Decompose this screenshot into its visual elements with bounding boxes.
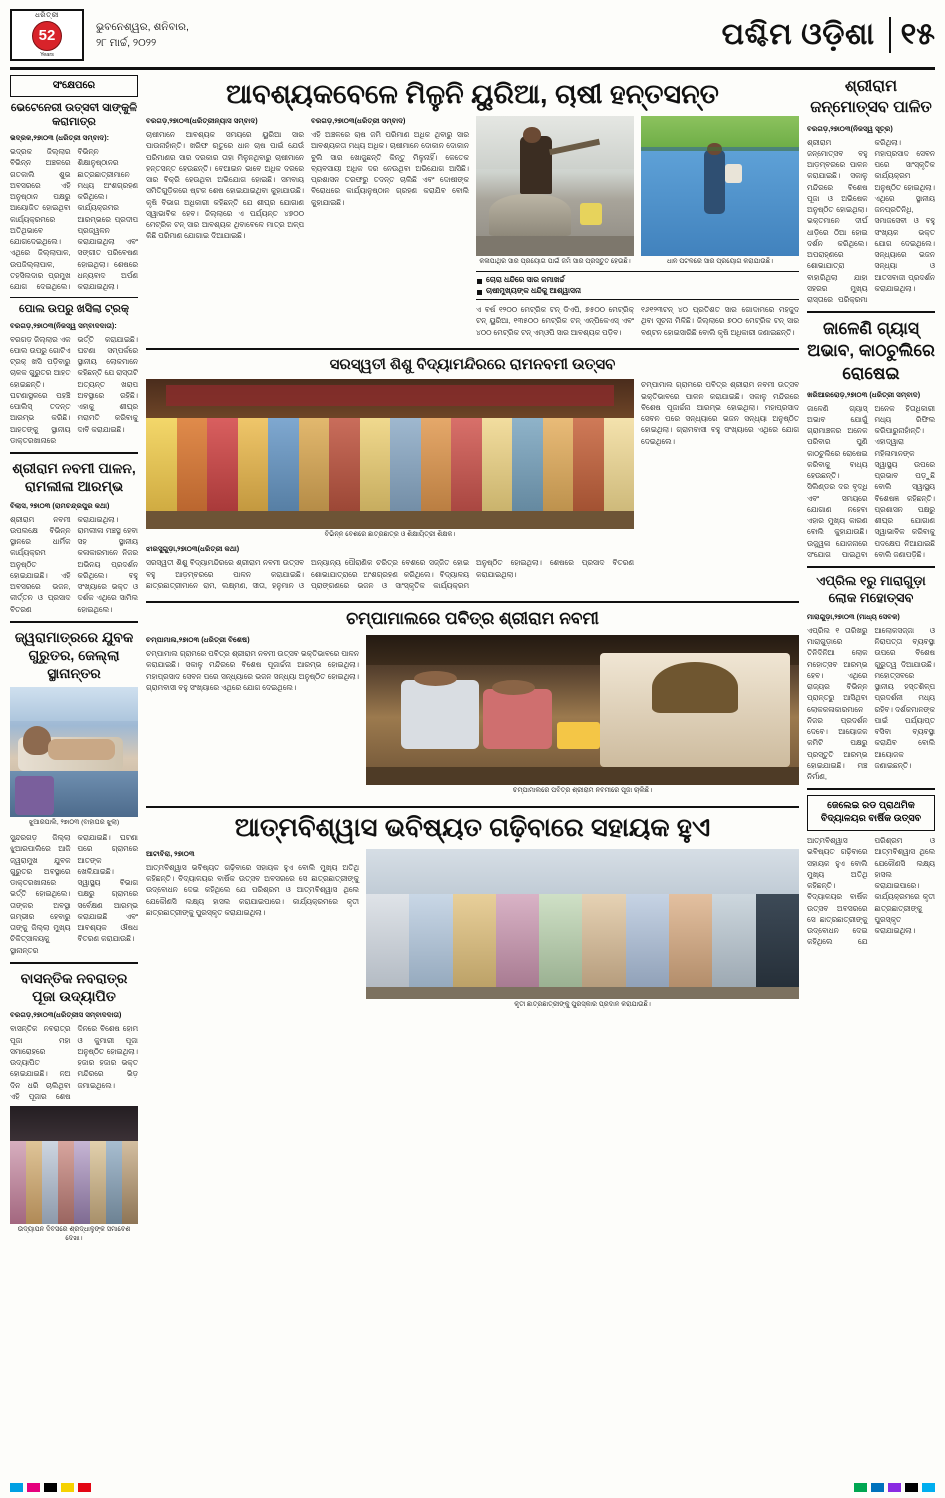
bullet-square-icon — [477, 290, 482, 295]
left-sec2-body: ବରଗଡ଼ ଜିଲ୍ଲାର ଏକ ପୋଲ ଉପରୁ ଗୋଟିଏ ଟ୍ରକ୍ ଖସି ପଡ଼ିବାରୁ ଚାଳକ ଗୁରୁତର ଆହତ ହୋଇଛନ୍ତି। ଘଟଣାସ୍ଥଳରେ ପହଞ୍ଚି ପୋଲିସ୍ ତଦନ୍ତ ଆରମ୍ଭ କରିଛି। ଆହତଙ୍କୁ ସ୍ଥାନୀୟ ଡାକ୍ତରଖାନାରେ ଭର୍ତ୍ତି କରାଯାଇଛି। ଘଟଣା ସମ୍ପର୍କରେ ସ୍ଥାନୀୟ ଲୋକମାନେ କହିଛନ୍ତି ଯେ ରାସ୍ତାଟି ଅତ୍ୟନ୍ତ ଖରାପ ଅବସ୍ଥାରେ ରହିଛି। ଏହାକୁ ଶୀଘ୍ର ମରାମତି କରିବାକୁ ଦାବି କରାଯାଇଛି। — [10, 334, 138, 445]
color-bar — [78, 1483, 91, 1492]
right-head-1: ଶ୍ରୀରାମ ଜନ୍ମୋତ୍ସବ ପାଳିତ — [810, 78, 932, 116]
bullet-square-icon — [477, 279, 482, 284]
final-headline: ଆତ୍ମବିଶ୍ୱାସ ଭବିଷ୍ୟତ ଗଢ଼ିବାରେ ସହାୟକ ହୁଏ — [234, 812, 711, 843]
left-sec2-headline: ପୋଲ ଉପରୁ ଖସିଲା ଟ୍ରକ୍ — [19, 303, 129, 316]
champamal-headline: ଚମ୍ପାମାଲରେ ପବିତ୍ର ଶ୍ରୀରାମ ନବମୀ — [346, 609, 599, 629]
center-body-b: ଏହି ଅଞ୍ଚଳରେ ଚାଷ ଜମି ପରିମାଣ ଅଧିକ ଥିବାରୁ ସାର ଆବଶ୍ୟକତା ମଧ୍ୟ ଅଧିକ। ଚାଷୀମାନେ ଦୋକାନ ଦୋକାନ ବୁଲି ସାର ଖୋଜୁଛନ୍ତି କିନ୍ତୁ ମିଳୁନାହିଁ। କେତେକ ବ୍ୟବସାୟୀ ଅଧିକ ଦର ନେଉଥିବା ଅଭିଯୋଗ ଆସିଛି। ପ୍ରଶାସନ ତରଫରୁ ତଦନ୍ତ ଚାଲିଛି ଏବଂ ଦୋଷୀଙ୍କ ବିରୋଧରେ କାର୍ଯ୍ୟାନୁଷ୍ଠାନ ଗ୍ରହଣ କରାଯିବ ବୋଲି କୁହାଯାଇଛି। — [311, 130, 469, 207]
center-dateline-a: ବରଗଡ଼,୨୭ା୦୩(ଧରିତ୍ରୀନ୍ୟାସ ସମ୍ବାଦ) — [146, 116, 258, 126]
photo-caption: ଚମ୍ପାମାଲରେ ପବିତ୍ର ଶ୍ରୀରାମ ନବମୀରେ ପୂଜା ଚାଲିଛି। — [512, 787, 653, 795]
center-photo-pair — [476, 116, 799, 271]
center-text-col-1 — [146, 116, 304, 342]
right-dateline-2: ଖରିଆରରୋଡ଼,୨୭ା୦୩ (ଧରିତ୍ରୀ ସମ୍ବାଦ) — [807, 389, 921, 399]
saraswati-headline: ସରସ୍ୱତୀ ଶିଶୁ ବିଦ୍ୟାମନ୍ଦିରରେ ରାମନବମୀ ଉତ୍ସବ — [329, 355, 616, 373]
photo-caption: କୃତୀ ଛାତ୍ରଛାତ୍ରୀଙ୍କୁ ପୁରସ୍କାର ପ୍ରଦାନ କରାଯାଉଛି। — [514, 1000, 651, 1008]
masthead-place: ଭୁବନେଶ୍ୱର, ଶନିବାର, — [96, 21, 189, 34]
color-registration-bars — [10, 1480, 935, 1494]
photo-night-gathering — [10, 1106, 138, 1224]
final-sub-headline: ଜେଲେଇ ରଡ ପ୍ରାଥମିକ ବିଦ୍ୟାଳୟର ବାର୍ଷିକ ଉତ୍ସବ — [807, 795, 935, 831]
photo-temple-puja — [366, 635, 799, 785]
divider — [807, 788, 935, 790]
divider — [10, 452, 138, 454]
bullet-label: ଚାଷୀମୁଖ୍ୟଙ୍କ ଧନ୍ଦିକୁ ଆଶ୍ୱାସନା — [486, 285, 582, 295]
bullet-list — [476, 271, 799, 300]
left-sec3-body: ଶ୍ରୀରାମ ନବମୀ ଉପଲକ୍ଷେ ବିଭିନ୍ନ ସ୍ଥାନରେ ଧାର୍ମିକ କାର୍ଯ୍ୟକ୍ରମ ଅନୁଷ୍ଠିତ ହୋଇଯାଇଛି। ଏହି ଅବସରରେ ଭଜନ, କୀର୍ତ୍ତନ ଓ ପ୍ରସାଦ ବିତରଣ କରାଯାଇଥିଲା। ରାମଲୀଳା ମଞ୍ଚସ୍ଥ ହେବା ସହ ସ୍ଥାନୀୟ କଳାକାରମାନେ ନିଜର ଅଭିନୟ ପ୍ରଦର୍ଶନ କରିଥିଲେ। ବହୁ ସଂଖ୍ୟାରେ ଭକ୍ତ ଓ ଦର୍ଶକ ଏଥିରେ ସାମିଲ ହୋଇଥିଲେ। — [10, 514, 138, 614]
center-subtext — [476, 304, 799, 342]
page-grid — [10, 75, 935, 1248]
color-bar — [61, 1483, 74, 1492]
left-column — [10, 75, 138, 1248]
page-number: ୧୫ — [900, 17, 935, 51]
masthead-dateline — [96, 18, 189, 50]
left-sec5-dateline: ବରଗଡ଼,୨୭ା୦୩(ଧରିତ୍ରୀସ ସମ୍ବାଦଦାତା) — [10, 1010, 122, 1020]
photo-item-fertilizer-prep — [476, 116, 634, 271]
center-stat-block-2: ୧୬୧୨୩ଟନ୍ ୪୦ ପ୍ରତିଶତ ସାର ଗୋଦାମରେ ମହଜୁଦ ଥିବା ସୂଚନା ମିଳିଛି। ଜିଲ୍ଲାରେ ୭୦୦ ମେଟ୍ରିକ ଟନ୍ ସାର ବଣ୍ଟନ ହୋଇସାରିଛି ବୋଲି କୃଷି ଅଧିକାରୀ ଜଣାଇଛନ୍ତି। — [641, 305, 799, 337]
right-body-1: ଶ୍ରୀରାମ ଜନ୍ମୋତ୍ସବ ବହୁ ଆଡ଼ମ୍ବରରେ ପାଳନ କରାଯାଇଛି। ସକାଳୁ ମନ୍ଦିରରେ ବିଶେଷ ପୂଜା ଓ ଅଭିଷେକ ଅନୁଷ୍ଠିତ ହୋଇଥିଲା। ଭକ୍ତମାନେ ଦୀର୍ଘ ଧାଡ଼ିରେ ଠିଆ ହୋଇ ଦର୍ଶନ କରିଥିଲେ। ଅପରାହ୍ଣରେ ଶୋଭାଯାତ୍ରା ବାହାରିଥିଲା ଯାହା ସହରର ମୁଖ୍ୟ ରାସ୍ତାରେ ପରିକ୍ରମା କରିଥିଲା। ମହାପ୍ରସାଦ ସେବନ ପରେ ସାଂସ୍କୃତିକ କାର୍ଯ୍ୟକ୍ରମ ଅନୁଷ୍ଠିତ ହୋଇଥିଲା। ଏଥିରେ ସ୍ଥାନୀୟ ଜନପ୍ରତିନିଧି, ସମାଜସେବୀ ଓ ବହୁ ସଂଖ୍ୟକ ଭକ୍ତ ଯୋଗ ଦେଇଥିଲେ। ସନ୍ଧ୍ୟାରେ ଭଜନ ସନ୍ଧ୍ୟା ଓ ଆତସବାଜୀ ପ୍ରଦର୍ଶନ କରାଯାଇଥିଲା। — [807, 137, 935, 305]
champamal-block — [146, 635, 799, 800]
divider — [146, 348, 799, 350]
right-head-3: ଏପ୍ରିଲ ୧ରୁ ମାରାଗୁଡ଼ା ଲୋକ ମହୋତ୍ସବ — [816, 573, 926, 606]
color-bar — [888, 1483, 901, 1492]
photo-caption: ବିଭିନ୍ନ ବେଶରେ ଛାତ୍ରଛାତ୍ର ଓ ଶିକ୍ଷାୟିତ୍ରୀ ଶିକ୍ଷକ। — [324, 531, 456, 539]
final-text-col — [146, 849, 359, 1014]
bullet-label: ଚୋରା ଧନ୍ଦିରେ ସାର ଜମାଖର୍ଚ୍ଚ — [486, 274, 565, 284]
right-body-4: ଆତ୍ମବିଶ୍ୱାସ ଭବିଷ୍ୟତ ଗଢ଼ିବାରେ ସହାୟକ ହୁଏ ବୋଲି ମୁଖ୍ୟ ଅତିଥି କହିଛନ୍ତି। ବିଦ୍ୟାଳୟର ବାର୍ଷିକ ଉତ୍ସବ ଅବସରରେ ସେ ଛାତ୍ରଛାତ୍ରୀଙ୍କୁ ଉଦ୍ବୋଧନ ଦେଇ କହିଥିଲେ ଯେ ପରିଶ୍ରମ ଓ ଆତ୍ମବିଶ୍ୱାସ ଥିଲେ ଯେକୌଣସି ଲକ୍ଷ୍ୟ ହାସଲ କରାଯାଇପାରେ। କାର୍ଯ୍ୟକ୍ରମରେ କୃତୀ ଛାତ୍ରଛାତ୍ରୀଙ୍କୁ ପୁରସ୍କୃତ କରାଯାଇଥିଲା। — [807, 836, 935, 947]
left-sec3-headline: ଶ୍ରୀରାମ ନବମୀ ପାଳନ, ରାମଲୀଳା ଆରମ୍ଭ — [12, 460, 136, 495]
photo-school-ramnavami-group — [146, 379, 634, 529]
center-column — [146, 75, 799, 1248]
left-sec2-dateline: ବରଗଡ଼,୨୭ା୦୩(ନିଜସ୍ୱ ସମ୍ବାଦଦାତା): — [10, 320, 117, 330]
photo-caption: ଝୁଆରପାଲି, ୨୭ା୦୩ (ବାହାଘର ଝୁଲା) — [28, 819, 120, 827]
list-item — [477, 275, 798, 286]
saraswati-dateline: ଝାରସୁଗୁଡ଼ା,୨୭ା୦୩(ଧରିତ୍ରୀ କଥା) — [146, 544, 240, 554]
left-lead-headline: ଭେଟେନେରୀ ଉତ୍ସବୀ ସାଙ୍କୁଳି କରାମାତ୍ର — [10, 101, 138, 128]
right-head-2: ଜାଳେଣି ଗ୍ୟାସ୍ ଅଭାବ, କାଠଚୁଲିରେ ରୋଷେଇ — [807, 319, 935, 383]
center-side-text — [641, 379, 799, 595]
right-dateline-1: ବରଗଡ଼,୨୭ା୦୩(ନିଜସ୍ୱ ସୂତ୍ର) — [807, 123, 893, 133]
champamal-photo-wrap — [366, 635, 799, 800]
center-stat-block: ଏ ବର୍ଷ ୧୨୦୦ ମେଟ୍ରିକ ଟନ୍ ଡିଏପି, ୭୫୦୦ ମେଟ୍ରିକ୍ ଟନ୍ ୟୁରିଆ, ୧୩୫୦୦ ମେଟ୍ରିକ ଟନ୍ ଏନ୍‌ପିକେଏସ୍ ଏବଂ ୪୦୦ ମେଟ୍ରିକ ଟନ୍ ଏମ୍‌ଓପି ସାର ଆବଶ୍ୟକ ପଡ଼ିବ। — [476, 305, 634, 337]
left-sec4-headline: ଜ୍ୱରାମାତ୍ରରେ ଯୁବକ ଗୁରୁତର, ଜେଲ୍ଲା ସ୍ଥାନାନ୍ତର — [14, 628, 134, 682]
photo-caption: କଳାପାଥିର ସାର ପ୍ରୟୋଗ ପାଇଁ ଜମି ସାର ପ୍ରସ୍ତୁତ ହେଉଛି। — [479, 258, 631, 266]
photo-caption: ଧାନ ପଟଳରେ ସାର ପ୍ରୟୋଗ କରାଯାଉଛି। — [666, 258, 774, 266]
center-body-a: ଚାଷୀମାନେ ଆବଶ୍ୟକ ସମୟରେ ୟୁରିଆ ସାର ପାଉନାହାଁନ୍ତି। ଖରିଫ ଋତୁରେ ଧାନ ଚାଷ ପାଇଁ ଯେଉଁ ପରିମାଣର ସାର ଦରକାର ତାହା ମିଳୁନଥିବାରୁ ଚାଷୀମାନେ ହନ୍ତସନ୍ତ ହେଉଛନ୍ତି। ବେଆଇନ ଭାବେ ଅଧିକ ଦରରେ ସାର ବିକ୍ରି ହେଉଥିବା ଅଭିଯୋଗ ହୋଇଛି। ସମବାୟ ସମିତିଗୁଡ଼ିକରେ ଷ୍ଟକ ଶେଷ ହୋଇଯାଇଥିବା କୁହାଯାଉଛି। କୃଷି ବିଭାଗ ଅଧିକାରୀ କହିଛନ୍ତି ଯେ ଶୀଘ୍ର ଯୋଗାଣ ସ୍ୱାଭାବିକ ହେବ। ଜିଲ୍ଲାରେ ଏ ପର୍ଯ୍ୟନ୍ତ ୪୭୦୦ ମେଟ୍ରିକ ଟନ୍ ସାର ଆବଶ୍ୟକ ଥିବାବେଳେ ମାତ୍ର ଅଳ୍ପ କିଛି ପରିମାଣ ଯୋଗାଇ ଦିଆଯାଇଛି। — [146, 130, 304, 241]
divider — [807, 566, 935, 568]
champamal-dateline: ଚମ୍ପାମାଲ,୨୭ା୦୩ (ଧରିତ୍ରୀ ବିଶେଷ) — [146, 635, 250, 645]
final-dateline: ଆଟାବିରା, ୨୭ା୦୩ — [146, 848, 195, 858]
right-column — [807, 75, 935, 1248]
center-side-body: ଚମ୍ପାମାଲ ଗ୍ରାମରେ ପବିତ୍ର ଶ୍ରୀରାମ ନବମୀ ଉତ୍ସବ ଭକ୍ତିଭାବରେ ପାଳନ କରାଯାଇଛି। ସକାଳୁ ମନ୍ଦିରରେ ବିଶେଷ ପୂଜାର୍ଚ୍ଚନା ଆରମ୍ଭ ହୋଇଥିଲା। ମହାପ୍ରସାଦ ସେବନ ପରେ ସନ୍ଧ୍ୟାରେ ଭଜନ ସନ୍ଧ୍ୟା ଅନୁଷ୍ଠିତ ହୋଇଥିଲା। ଗ୍ରାମବାସୀ ବହୁ ସଂଖ୍ୟାରେ ଏଥିରେ ଯୋଗ ଦେଇଥିଲେ। — [641, 380, 799, 446]
photo-item-paddy-field — [641, 116, 799, 271]
masthead — [10, 6, 935, 70]
newspaper-logo — [10, 9, 84, 61]
left-sec3-dateline: ବିଲାସ, ୨୭ା୦୩ (ରାମଚନ୍ଦ୍ରପୁର କଥା) — [10, 500, 110, 510]
main-headline: ଆବଶ୍ୟକବେଳେ ମିଳୁନି ୟୁରିଆ, ଚାଷୀ ହନ୍ତସନ୍ତ — [226, 79, 719, 109]
center-top-block — [146, 116, 799, 342]
list-item — [477, 286, 798, 297]
kicker-box: ସଂକ୍ଷେପରେ — [10, 75, 138, 97]
logo-title: ଧରିତ୍ରୀ — [35, 11, 59, 19]
left-lead-dateline: ଭଦ୍ରକ,୨୭ା୦୩ (ଧରିତ୍ରୀ ସମ୍ବାଦ): — [10, 133, 110, 143]
divider — [10, 962, 138, 964]
saraswati-body: ସରସ୍ୱତୀ ଶିଶୁ ବିଦ୍ୟାମନ୍ଦିରରେ ଶ୍ରୀରାମ ନବମୀ ଉତ୍ସବ ବହୁ ଆଡ଼ମ୍ବରରେ ପାଳନ କରାଯାଇଛି। ଛାତ୍ରଛାତ୍ରୀମାନେ ରାମ, ଲକ୍ଷ୍ମଣ, ସୀତା, ହନୁମାନ ଓ ଅନ୍ୟାନ୍ୟ ପୌରାଣିକ ଚରିତ୍ର ବେଶରେ ସଜ୍ଜିତ ହୋଇ ଶୋଭାଯାତ୍ରାରେ ଅଂଶଗ୍ରହଣ କରିଥିଲେ। ବିଦ୍ୟାଳୟ ପ୍ରାଙ୍ଗଣରେ ଭଜନ ଓ ସାଂସ୍କୃତିକ କାର୍ଯ୍ୟକ୍ରମ ଅନୁଷ୍ଠିତ ହୋଇଥିଲା। ଶେଷରେ ପ୍ରସାଦ ବିତରଣ କରାଯାଇଥିଲା। — [146, 558, 634, 590]
photo-award-ceremony — [366, 849, 799, 999]
left-sec5-headline: ବାସନ୍ତିକ ନବରାତ୍ର ପୂଜା ଉଦ୍ୟାପିତ — [20, 969, 128, 1005]
color-bar — [27, 1483, 40, 1492]
photo-hospital-patient — [10, 687, 138, 817]
color-bar — [44, 1483, 57, 1492]
color-bar — [871, 1483, 884, 1492]
center-text-col-2 — [311, 116, 469, 342]
left-sec5-body: ବାସନ୍ତିକ ନବରାତ୍ର ପୂଜା ମହା ସମାରୋହରେ ଉଦ୍ୟାପିତ ହୋଇଯାଇଛି। ନଅ ଦିନ ଧରି ଚାଲିଥିବା ଏହି ପୂଜାର ଶେଷ ଦିନରେ ବିଶେଷ ହୋମ ଓ କୁମାରୀ ପୂଜା ଅନୁଷ୍ଠିତ ହୋଇଥିଲା। ହଜାର ହଜାର ଭକ୍ତ ମନ୍ଦିରରେ ଭିଡ଼ ଜମାଇଥିଲେ। — [10, 1024, 138, 1101]
center-photo-block — [476, 116, 799, 342]
champamal-body: ଚମ୍ପାମାଲ ଗ୍ରାମରେ ପବିତ୍ର ଶ୍ରୀରାମ ନବମୀ ଉତ୍ସବ ଭକ୍ତିଭାବରେ ପାଳନ କରାଯାଇଛି। ସକାଳୁ ମନ୍ଦିରରେ ବିଶେଷ ପୂଜାର୍ଚ୍ଚନା ଆରମ୍ଭ ହୋଇଥିଲା। ମହାପ୍ରସାଦ ସେବନ ପରେ ସନ୍ଧ୍ୟାରେ ଭଜନ ସନ୍ଧ୍ୟା ଅନୁଷ୍ଠିତ ହୋଇଥିଲା। ଗ୍ରାମବାସୀ ବହୁ ସଂଖ୍ୟାରେ ଏଥିରେ ଯୋଗ ଦେଇଥିଲେ। — [146, 649, 359, 692]
color-bar — [10, 1483, 23, 1492]
center-dateline-b: ବରଗଡ଼,୨୭ା୦୩(ଧରିତ୍ରୀ ସମ୍ବାଦ) — [311, 116, 406, 126]
photo-caption: ଉଦ୍ୟାପନ ଦିବସରେ ଶ୍ରଦ୍ଧାଳୁଙ୍କ ସମାବେଶ ଦେଖା। — [17, 1226, 131, 1242]
final-photo-wrap — [366, 849, 799, 1014]
right-dateline-3: ମାରାଗୁଡ଼ା,୨୭ା୦୩ (ମାଧ୍ୟ ସେବକ) — [807, 611, 900, 621]
color-bar — [854, 1483, 867, 1492]
left-sec4-body: ସୁନ୍ଦରଗଡ଼ ଜିଲ୍ଲା ଝୁଆରପାଲିରେ ଆଜି ଜ୍ୱରାମୁଖ ଯୁବକ ଗୁରୁତର ଅବସ୍ଥାରେ ଡାକ୍ତରଖାନାରେ ଭର୍ତ୍ତି ହୋଇଥିଲେ। ତାଙ୍କର ଅବସ୍ଥା ଗମ୍ଭୀର ହେବାରୁ ତାଙ୍କୁ ଜିଲ୍ଲା ମୁଖ୍ୟ ଚିକିତ୍ସାଳୟକୁ ସ୍ଥାନାନ୍ତର କରାଯାଇଛି। ଘଟଣା ପରେ ଗ୍ରାମରେ ଆତଙ୍କ ଖେଳିଯାଇଛି। ସ୍ୱାସ୍ଥ୍ୟ ବିଭାଗ ପକ୍ଷରୁ ଗ୍ରାମରେ ସର୍ବେକ୍ଷଣ ଆରମ୍ଭ କରାଯାଇଛି ଏବଂ ଆବଶ୍ୟକ ଔଷଧ ବିତରଣ କରାଯାଉଛି। — [10, 833, 138, 955]
right-body-2: ଜାଳେଣି ଗ୍ୟାସ୍ ଅଭାବ ଯୋଗୁଁ ଗ୍ରାମାଞ୍ଚଳର ଅନେକ ପରିବାର ପୁଣି କାଠଚୁଲିରେ ରୋଷେଇ କରିବାକୁ ବାଧ୍ୟ ହେଉଛନ୍ତି। ସିଲିଣ୍ଡର ଦର ବୃଦ୍ଧି ଏବଂ ସମୟରେ ଯୋଗାଣ ନହେବା ଏହାର ମୁଖ୍ୟ କାରଣ ବୋଲି କୁହାଯାଉଛି। ଉଜ୍ଜ୍ୱଳା ଯୋଜନାରେ ସଂଯୋଗ ପାଇଥିବା ଅନେକ ହିତାଧିକାରୀ ମଧ୍ୟ ରିଫିଲ କରିପାରୁନାହାଁନ୍ତି। ଏହାଦ୍ୱାରା ମହିଳାମାନଙ୍କ ସ୍ୱାସ୍ଥ୍ୟ ଉପରେ ପ୍ରଭାବ ପଡ଼ୁଛି ବୋଲି ସ୍ୱାସ୍ଥ୍ୟ ବିଶେଷଜ୍ଞ କହିଛନ୍ତି। ପ୍ରଶାସନ ପକ୍ଷରୁ ଶୀଘ୍ର ଯୋଗାଣ ସ୍ୱାଭାବିକ କରିବାକୁ ପଦକ୍ଷେପ ନିଆଯାଇଛି ବୋଲି ଜଣାପଡ଼ିଛି। — [807, 403, 935, 559]
masthead-date: ୨୮ ମାର୍ଚ୍ଚ, ୨୦୨୨ — [96, 36, 157, 49]
divider — [807, 311, 935, 313]
right-body-3: ଏପ୍ରିଲ ୧ ତାରିଖରୁ ମାରାଗୁଡ଼ାରେ ତିନିଦିନିଆ ଲୋକ ମହୋତ୍ସବ ଆରମ୍ଭ ହେବ। ଏଥିରେ ରାଜ୍ୟର ବିଭିନ୍ନ ପ୍ରାନ୍ତରୁ ଆସିଥିବା ଲୋକକଳାକାରମାନେ ନିଜର ପ୍ରଦର୍ଶନ ଦେବେ। ଆୟୋଜକ କମିଟି ପକ୍ଷରୁ ପ୍ରସ୍ତୁତି ଆରମ୍ଭ ହୋଇଯାଇଛି। ମଞ୍ଚ ନିର୍ମାଣ, ଆଲୋକସଜ୍ଜା ଓ ନିରାପତ୍ତା ବ୍ୟବସ୍ଥା ଉପରେ ବିଶେଷ ଗୁରୁତ୍ୱ ଦିଆଯାଉଛି। ମହୋତ୍ସବରେ ସ୍ଥାନୀୟ ହସ୍ତଶିଳ୍ପ ପ୍ରଦର୍ଶନୀ ମଧ୍ୟ ରହିବ। ଦର୍ଶକମାନଙ୍କ ପାଇଁ ପର୍ଯ୍ୟାପ୍ତ ବସିବା ବ୍ୟବସ୍ଥା କରାଯିବ ବୋଲି ଆୟୋଜକ ଜଣାଇଛନ୍ତି। — [807, 625, 935, 782]
divider — [146, 806, 799, 808]
saraswati-block — [146, 379, 799, 595]
divider — [10, 297, 138, 298]
final-block — [146, 849, 799, 1014]
champamal-text-col — [146, 635, 359, 800]
masthead-divider — [889, 17, 891, 53]
divider — [10, 621, 138, 623]
logo-anniversary-badge: 52 — [32, 21, 62, 51]
section-title: ପଶ୍ଚିମ ଓଡ଼ିଶା — [721, 17, 875, 51]
color-bar — [922, 1483, 935, 1492]
divider — [146, 601, 799, 603]
color-bar — [905, 1483, 918, 1492]
saraswati-photo-wrap — [146, 379, 634, 595]
logo-years-label: Years — [40, 51, 54, 58]
final-body: ଆତ୍ମବିଶ୍ୱାସ ଭବିଷ୍ୟତ ଗଢ଼ିବାରେ ସହାୟକ ହୁଏ ବୋଲି ମୁଖ୍ୟ ଅତିଥି କହିଛନ୍ତି। ବିଦ୍ୟାଳୟର ବାର୍ଷିକ ଉତ୍ସବ ଅବସରରେ ସେ ଛାତ୍ରଛାତ୍ରୀଙ୍କୁ ଉଦ୍ବୋଧନ ଦେଇ କହିଥିଲେ ଯେ ପରିଶ୍ରମ ଓ ଆତ୍ମବିଶ୍ୱାସ ଥିଲେ ଯେକୌଣସି ଲକ୍ଷ୍ୟ ହାସଲ କରାଯାଇପାରେ। କାର୍ଯ୍ୟକ୍ରମରେ କୃତୀ ଛାତ୍ରଛାତ୍ରୀଙ୍କୁ ପୁରସ୍କୃତ କରାଯାଇଥିଲା। — [146, 862, 359, 917]
left-lead-body: ଭଦ୍ରକ ଜିଲ୍ଲାର ବିଭିନ୍ନ ଅଞ୍ଚଳରେ ଗତକାଲି ଶୁଭ ଅବସରରେ ଏହି ଅନୁଷ୍ଠାନ ପକ୍ଷରୁ ଆୟୋଜିତ ହୋଇଥିବା କାର୍ଯ୍ୟକ୍ରମରେ ଅତିଥିଭାବେ ଯୋଗଦେଇଥିଲେ। ଏଥିରେ ଜିଲ୍ଲାପାଳ, ଉପଜିଲ୍ଲାପାଳ, ତହସିଲଦାର ପ୍ରମୁଖ ଯୋଗ ଦେଇଥିଲେ। ବିଭିନ୍ନ ଶିକ୍ଷାନୁଷ୍ଠାନର ଛାତ୍ରଛାତ୍ରୀମାନେ ମଧ୍ୟ ଅଂଶଗ୍ରହଣ କରିଥିଲେ। କାର୍ଯ୍ୟକ୍ରମର ଆରମ୍ଭରେ ପ୍ରଦୀପ ପ୍ରଜ୍ୱଳନ କରାଯାଇଥିଲା ଏବଂ ସଙ୍ଗୀତ ପରିବେଷଣ ହୋଇଥିଲା। ଶେଷରେ ଧନ୍ୟବାଦ ଅର୍ପଣ କରାଯାଇଥିଲା। — [10, 147, 138, 292]
